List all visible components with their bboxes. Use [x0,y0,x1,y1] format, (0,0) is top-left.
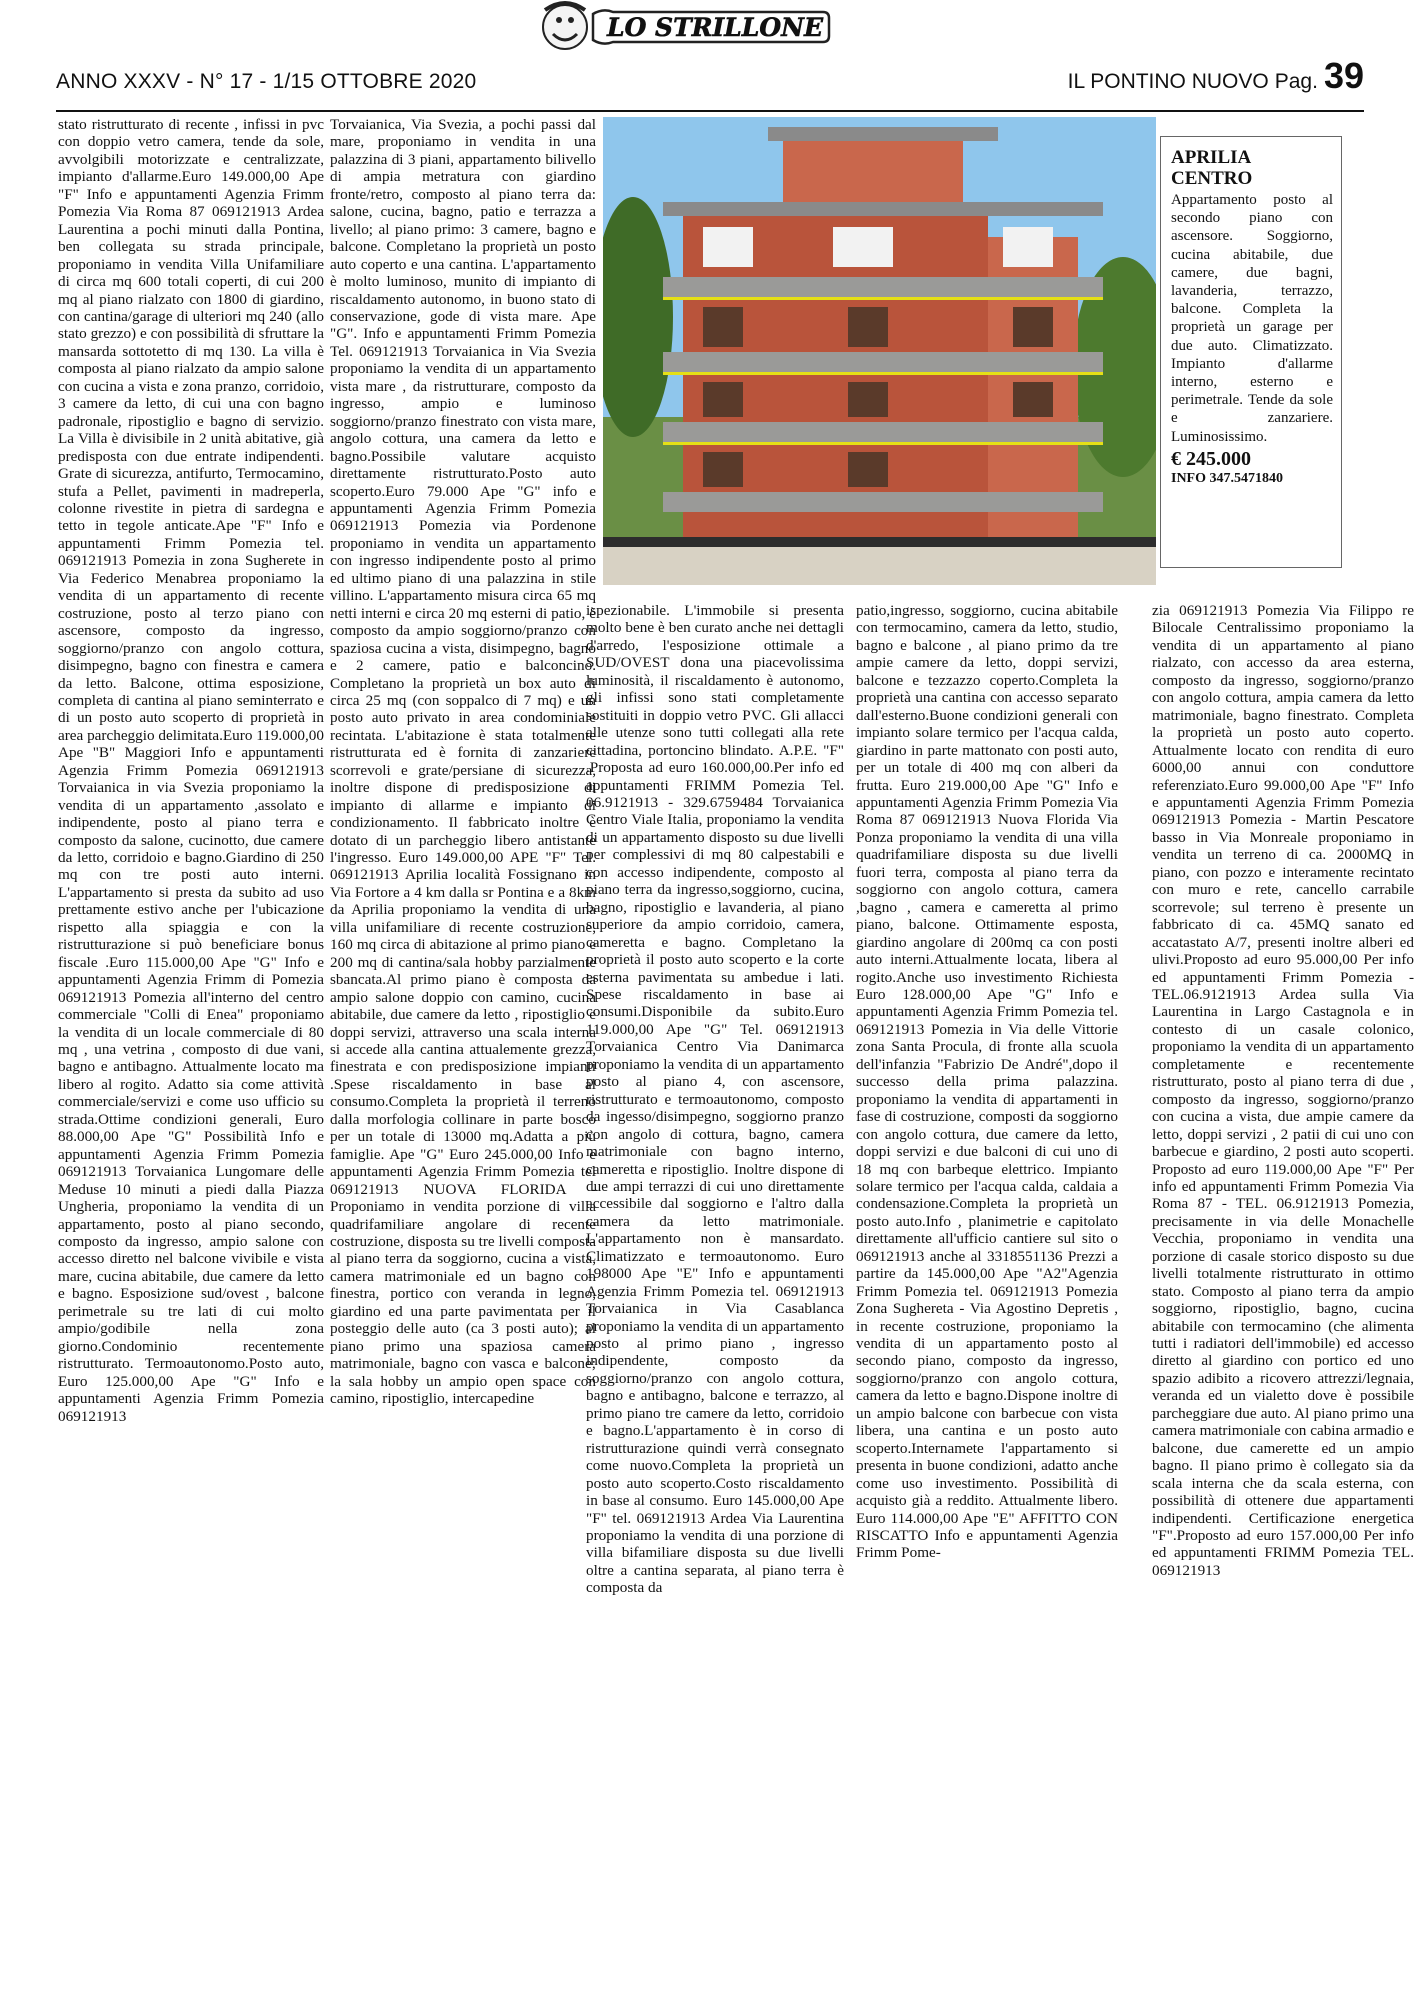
feature-listing-box [1160,136,1342,568]
page-header [56,54,1364,112]
feature-description: Appartamento posto al secondo piano con ascensore. Soggiorno, cucina abitabile, due camere, due bagni, lavanderia, terrazzo, balcone. Completa la proprietà un garage per due auto. Climatizzato. Impianto d'allarme interno, esterno e perimetrale. Tende da sole e zanzariere. Luminosissimo. [1171,192,1333,445]
text-column-1 [58,116,324,1976]
header-rule [56,110,1364,112]
text-column-3 [586,602,844,1982]
masthead-logo [533,0,833,54]
text-column-2 [330,116,596,1976]
feature-title: APRILIA CENTRO [1171,147,1253,189]
paper-name: IL PONTINO NUOVO [1067,70,1269,93]
column-4-text: patio,ingresso, soggiorno, cucina abitabile con termocamino, camera da letto, studio, bagno e balcone , al piano primo da tre ampie camere da letto, doppi servizi, balcone e tezzazzo coperto.Completa la proprietà una cantina con accesso separato dall'esterno.Buone condizioni generali con impianto solare termico per l'acqua calda, giardino in parte mattonato con posti auto, per un totale di 400 mq con alberi da frutta. Euro 219.000,00 Ape "G" Info e appuntamenti Agenzia Frimm Pomezia Via Roma 87 069121913 Nuova Florida Via Ponza proponiamo la vendita di una villa quadrifamiliare disposta su due livelli fuori terra, composta al piano terra da soggiorno con angolo cottura, camera ,bagno , camera e cameretta al primo piano, balcone. Ottimamente esposta, giardino angolare di 200mq ca con posti auto interni.Attualmente locata, libera al rogito.Anche uso investimento Richiesta Euro 128.000,00 Ape "G" Info e appuntamenti Agenzia Frimm Pomezia tel. 069121913 Pomezia in Via delle Vittorie zona Santa Procula, di fronte alla scuola dell'infanzia "Fabrizio De André",dopo il successo della prima palazzina. proponiamo la vendita di appartamenti in fase di costruzione, composti da soggiorno con angolo cottura, due camere da letto, doppi servizi e due balconi di cui uno di 18 mq con barbeque elettrico. Impianto solare termico per l'acqua calda, caldaia a condensazione.Completa la proprietà un posto auto.Info , planimetrie e capitolato direttamente all'ufficio cantiere sul sito o 069121913 anche al 3318551136 Prezzi a partire da 145.000,00 Ape "A2"Agenzia Frimm Pomezia tel. 069121913 Pomezia Zona Sughereta - Via Agostino Depretis , in recente costruzione, proponiamo la vendita di un appartamento posto al secondo piano, composto da ingresso, soggiorno/pranzo con angolo cottura, camera da letto e bagno.Dispone inoltre di un ampio balcone con barbecue con vista libera, una cantina e un posto auto scoperto.Internamete l'appartamento si presenta in buone condizioni, adatto anche come uso investimento. Possibilità di acquisto già a reddito. Attualmente libero. Euro 114.000,00 Ape "E" AFFITTO CON RISCATTO Info e appuntamenti Agenzia Frimm Pome- [856,602,1118,1562]
issue-line: ANNO XXXV - N° 17 - 1/15 OTTOBRE 2020 [56,70,477,93]
feature-info-phone: INFO 347.5471840 [1171,470,1283,486]
column-1-text: stato ristrutturato di recente , infissi in pvc con doppio vetro camera, tende da sole, avvolgibili motorizzate e centralizzate, impianto d'allarme.Euro 149.000,00 Ape "F" Info e appuntamenti Agenzia Frimm Pomezia Via Roma 87 069121913 Ardea Laurentina a pochi minuti dalla Pontina, ben collegata su strada principale, proponiamo in vendita Villa Unifamiliare di circa mq 600 totali coperti, di cui 200 mq al piano rialzato con 1800 di giardino, con cantina/garage di ulteriori mq 240 (allo stato grezzo) e con possibilità di sfruttare la mansarda sottotetto di mq 130. La villa è composta al piano rialzato da ampio salone con cucina a vista e zona pranzo, corridoio, 3 camere da letto, di cui una con bagno padronale, ripostiglio e bagno di servizio. La Villa è divisibile in 2 unità abitative, già predisposta con due entrate indipendenti. Grate di sicurezza, antifurto, Termocamino, stufa a Pellet, pavimenti in madreperla, colonne rivestite in pietra di sardegna e tetto in tegole anticate.Ape "F" Info e appuntamenti Frimm Pomezia tel. 069121913 Pomezia in zona Sugherete in Via Federico Menabrea proponiamo la vendita di un appartamento di recente costruzione, posto al terzo piano con ascensore, composto da ingresso, soggiorno/pranzo con angolo cottura, disimpegno, bagno con finestra e camera da letto. Balcone, ottima esposizione, completa di cantina al piano seminterrato e di un posto auto scoperto di proprietà in area parcheggio delimitata.Euro 119.000,00 Ape "B" Maggiori Info e appuntamenti Agenzia Frimm Pomezia 069121913 Torvaianica in via Svezia proponiamo la vendita di un appartamento ,assolato e indipendente, posto al piano terra e composto da salone, cucinotto, due camere da letto, corridoio e bagno.Giardino di 250 mq con tre posti auto interni. L'appartamento si presta da subito ad uso prettamente estivo anche per l'ubicazione rispetto alla spiaggia e con la ristrutturazione si può beneficiare bonus fiscale .Euro 115.000,00 Ape "G" Info e appuntamenti Agenzia Frimm di Pomezia 069121913 Pomezia all'interno del centro commerciale "Colli di Enea" proponiamo la vendita di un locale commerciale di 80 mq , una vetrina , composto di due vani, bagno e antibagno. Attualmente locato ma libero al rogito. Adatto sia come attività commerciale/servizi e come uso ufficio su strada.Ottime condizioni generali, Euro 88.000,00 Ape "G" Possibilità Info e appuntamenti Agenzia Frimm Pomezia 069121913 Torvaianica Lungomare delle Meduse 10 minuti a piedi dalla Piazza Ungheria, proponiamo la vendita di un appartamento, posto al piano secondo, composto da ingresso, ampio salone con accesso diretto nel balcone vivibile e vista mare, cucina abitabile, due camere da letto e bagno. Esposizione sud/ovest , balcone perimetrale su tre lati di cui molto ampio/godibile nella zona giorno.Condominio recentemente ristrutturato. Termoautonomo.Posto auto, Euro 125.000,00 Ape "G" Info e appuntamenti Agenzia Frimm Pomezia 069121913 [58,116,324,1425]
paper-title [1067,55,1364,96]
column-5-text: zia 069121913 Pomezia Via Filippo re Bilocale Centralissimo proponiamo la vendita di un appartamento al piano rialzato, con accesso da area esterna, composto da ingresso, soggiorno/pranzo con angolo cottura, ampia camera da letto matrimoniale, bagno finestrato. Completa la proprietà un posto auto coperto. Attualmente locato con rendita di euro 6000,00 annui con conduttore referenziato.Euro 99.000,00 Ape "F" Info e appuntamenti Agenzia Frimm Pomezia 069121913 Pomezia - Martin Pescatore basso in Via Monreale proponiamo in vendita un terreno di ca. 2000MQ in piano, con pozzo e interamente recintato con muro e rete, cancello carrabile scorrevole; sul terreno è presente un fabbricato di ca. 45MQ sanato ed accatastato A/7, presenti inoltre alberi ed ulivi.Proposto ad euro 95.000,00 Per info ed appuntamenti Frimm Pomezia - TEL.06.9121913 Ardea sulla Via Laurentina in Largo Castagnola e in contesto di un casale colonico, proponiamo la vendita di un appartamento completamente e recentemente ristrutturato, posto al piano terra di due , composto da ingresso, soggiorno/pranzo con cucina a vista, due ampie camere da letto, doppi servizi , 2 patii di cui uno con barbecue e giardino, 2 posti auto scoperti. Proposto ad euro 119.000,00 Ape "F" Per info ed appuntamenti Frimm Pomezia Via Roma 87 - TEL. 06.9121913 Pomezia, precisamente in via delle Monachelle Vecchia, proponiamo in vendita una porzione di casale storico disposto su due livelli totalmente ristrutturato in ottimo stato. Composto al piano terra da ampio soggiorno, ripostiglio, bagno, cucina abitabile con termocamino (che alimenta tutti i radiatori dell'immobile) ed accesso diretto al giardino con portico ed uno spazio adibito a ricovero attrezzi/legnaia, veranda ed un vialetto dove è possibile parcheggiare due auto. Al piano primo una camera matrimoniale con cabina armadio e balcone, due camerette ed un ampio bagno. Il piano primo è collegato sia da scala interna che da scala esterna, con possibilità di ottenere due appartamenti indipendenti. Certificazione energetica "F".Proposto ad euro 157.000,00 Per info ed appuntamenti FRIMM Pomezia TEL. 069121913 [1152,602,1414,1579]
building-illustration [603,117,1156,585]
column-3-text: ispezionabile. L'immobile si presenta molto bene è ben curato anche nei dettagli d'arredo, l'esposizione ottimale a SUD/OVEST dona una piacevolissima luminosità, il riscaldamento è autonomo, gli infissi sono stati completamente sostituiti in doppio vetro PVC. Gli allacci alle utenze sono tutti collegati alla rete cittadina, portoncino blindato. A.P.E. "F" .Proposta ad euro 160.000,00.Per info ed appuntamenti FRIMM Pomezia Tel. 06.9121913 - 329.6759484 Torvaianica Centro Viale Italia, proponiamo la vendita di un appartamento disposto su due livelli per complessivi di mq 80 calpestabili e con accesso indipendente, composto al piano terra da ingresso,soggiorno, cucina, bagno, ripostiglio e lavanderia, al piano superiore da ampio corridoio, camera, cameretta e bagno. Completano la proprietà il posto auto scoperto e la corte esterna pavimentata su ambedue i lati. Spese riscaldamento in base ai consumi.Disponibile da subito.Euro 119.000,00 Ape "G" Tel. 069121913 Torvaianica Centro Via Danimarca proponiamo la vendita di un appartamento posto al piano 4, con ascensore, ristrutturato e termoautonomo, composto da ingesso/disimpegno, soggiorno pranzo con angolo di cottura, bagno, camera matrimoniale con bagno interno, cameretta e ripostiglio. Inoltre dispone di due ampi terrazzi di cui uno direttamente accessibile dal soggiorno e l'altro dalla camera da letto matrimoniale. L'appartamento non è mansardato. Climatizzato e termoautonomo. Euro 198000 Ape "E" Info e appuntamenti Agenzia Frimm Pomezia tel. 069121913 Torvaianica in Via Casablanca proponiamo la vendita di un appartamento posto al primo piano , ingresso indipendente, composto da soggiorno/pranzo con angolo cottura, bagno e antibagno, balcone e terrazzo, al primo piano tre camere da letto, corridoio e bagno.L'appartamento è in corso di ristrutturazione quindi verrà consegnato come nuovo.Completa la proprietà un posto auto scoperto.Costo riscaldamento in base al consumo. Euro 145.000,00 Ape "F" tel. 069121913 Ardea Via Laurentina proponiamo la vendita di una porzione di villa bifamiliare disposta su due livelli oltre a cantina separata, al piano terra è composta da [586,602,844,1597]
text-column-4 [856,602,1118,1982]
page-label: Pag. [1274,70,1318,93]
text-column-5 [1152,602,1414,1982]
building-photo [603,117,1156,585]
feature-price: € 245.000 [1171,447,1251,470]
column-2-text: Torvaianica, Via Svezia, a pochi passi dal mare, proponiamo in vendita in una palazzina di 3 piani, appartamento bilivello di ampia metratura con giardino fronte/retro, composto al piano terra da: salone, cucina, bagno, patio e terrazza a livello; al piano primo: 3 camere, bagno e balcone. Completano la proprietà un posto auto coperto e una cantina. L'appartamento è molto luminoso, munito di impianto di riscaldamento autonomo, in buono stato di conservazione, gode di vista mare. Ape "G". Info e appuntamenti Frimm Pomezia Tel. 069121913 Torvaianica in Via Svezia proponiamo la vendita di un appartamento vista mare , da ristrutturare, composto da ingresso, ampio e luminoso soggiorno/pranzo finestrato con vista mare, angolo cottura, una camera da letto e bagno.Possibile valutare acquisto direttamente ristrutturato.Posto auto scoperto.Euro 79.000 Ape "G" info e appuntamenti Agenzia Frimm Pomezia 069121913 Pomezia via Pordenone proponiamo in vendita un appartamento con ingresso indipendente posto al primo ed ultimo piano di una palazzina in stile villino. L'appartamento misura circa 65 mq netti interni e circa 20 mq esterni di patio, è composto da ampio soggiorno/pranzo con spaziosa cucina a vista, disimpegno, bagno e 2 camere, patio e balconcino. Completano la proprietà un box auto di circa 25 mq (con soppalco di 7 mq) e un posto auto privato in area condominiale recintata. L'abitazione è stata totalmente ristrutturata ed è fornita di zanzariere scorrevoli e grate/persiane di sicurezza, inoltre dispone di predisposizione di impianto di allarme e impianto di condizionamento. Il fabbricato inoltre è dotato di un parcheggio libero antistante l'ingresso. Euro 149.000,00 APE "F" Tel. 069121913 Aprilia località Fossignano in Via Fortore a 4 km dalla sr Pontina e a 8km da Aprilia proponiamo la vendita di una villa unifamiliare di recente costruzione, 160 mq circa di abitazione al primo piano e 200 mq di cantina/sala hobby parzialmente sbancata.Al primo piano è composta da ampio salone doppio con camino, cucina abitabile, due camere da letto , ripostiglio e doppi servizi, attraverso una scala interna si accede alla cantina attualemente grezza, finestrata e con predisposizione impianti .Spese riscaldamento in base al consumo.Completa la proprietà il terreno dalla morfologia collinare in parte bosco per un totale di 13000 mq.Adatta a più famiglie. Ape "G" Euro 245.000,00 Info e appuntamenti Agenzia Frimm Pomezia tel 069121913 NUOVA FLORIDA - Proponiamo in vendita porzione di villa quadrifamiliare angolare di recente costruzione, disposta su tre livelli composta al piano terra da soggiorno, cucina a vista, camera matrimoniale ed un bagno con finestra, portico con veranda in legno, giardino ed una parte pavimentata per il posteggio delle auto (ca 3 posti auto); al piano primo una spaziosa camera matrimoniale, bagno con vasca e balcone; la sala hobby un ampio open space con camino, ripostiglio, intercapedine [330,116,596,1408]
page-number: 39 [1323,55,1364,96]
svg-text:LO STRILLONE: LO STRILLONE [606,13,824,42]
